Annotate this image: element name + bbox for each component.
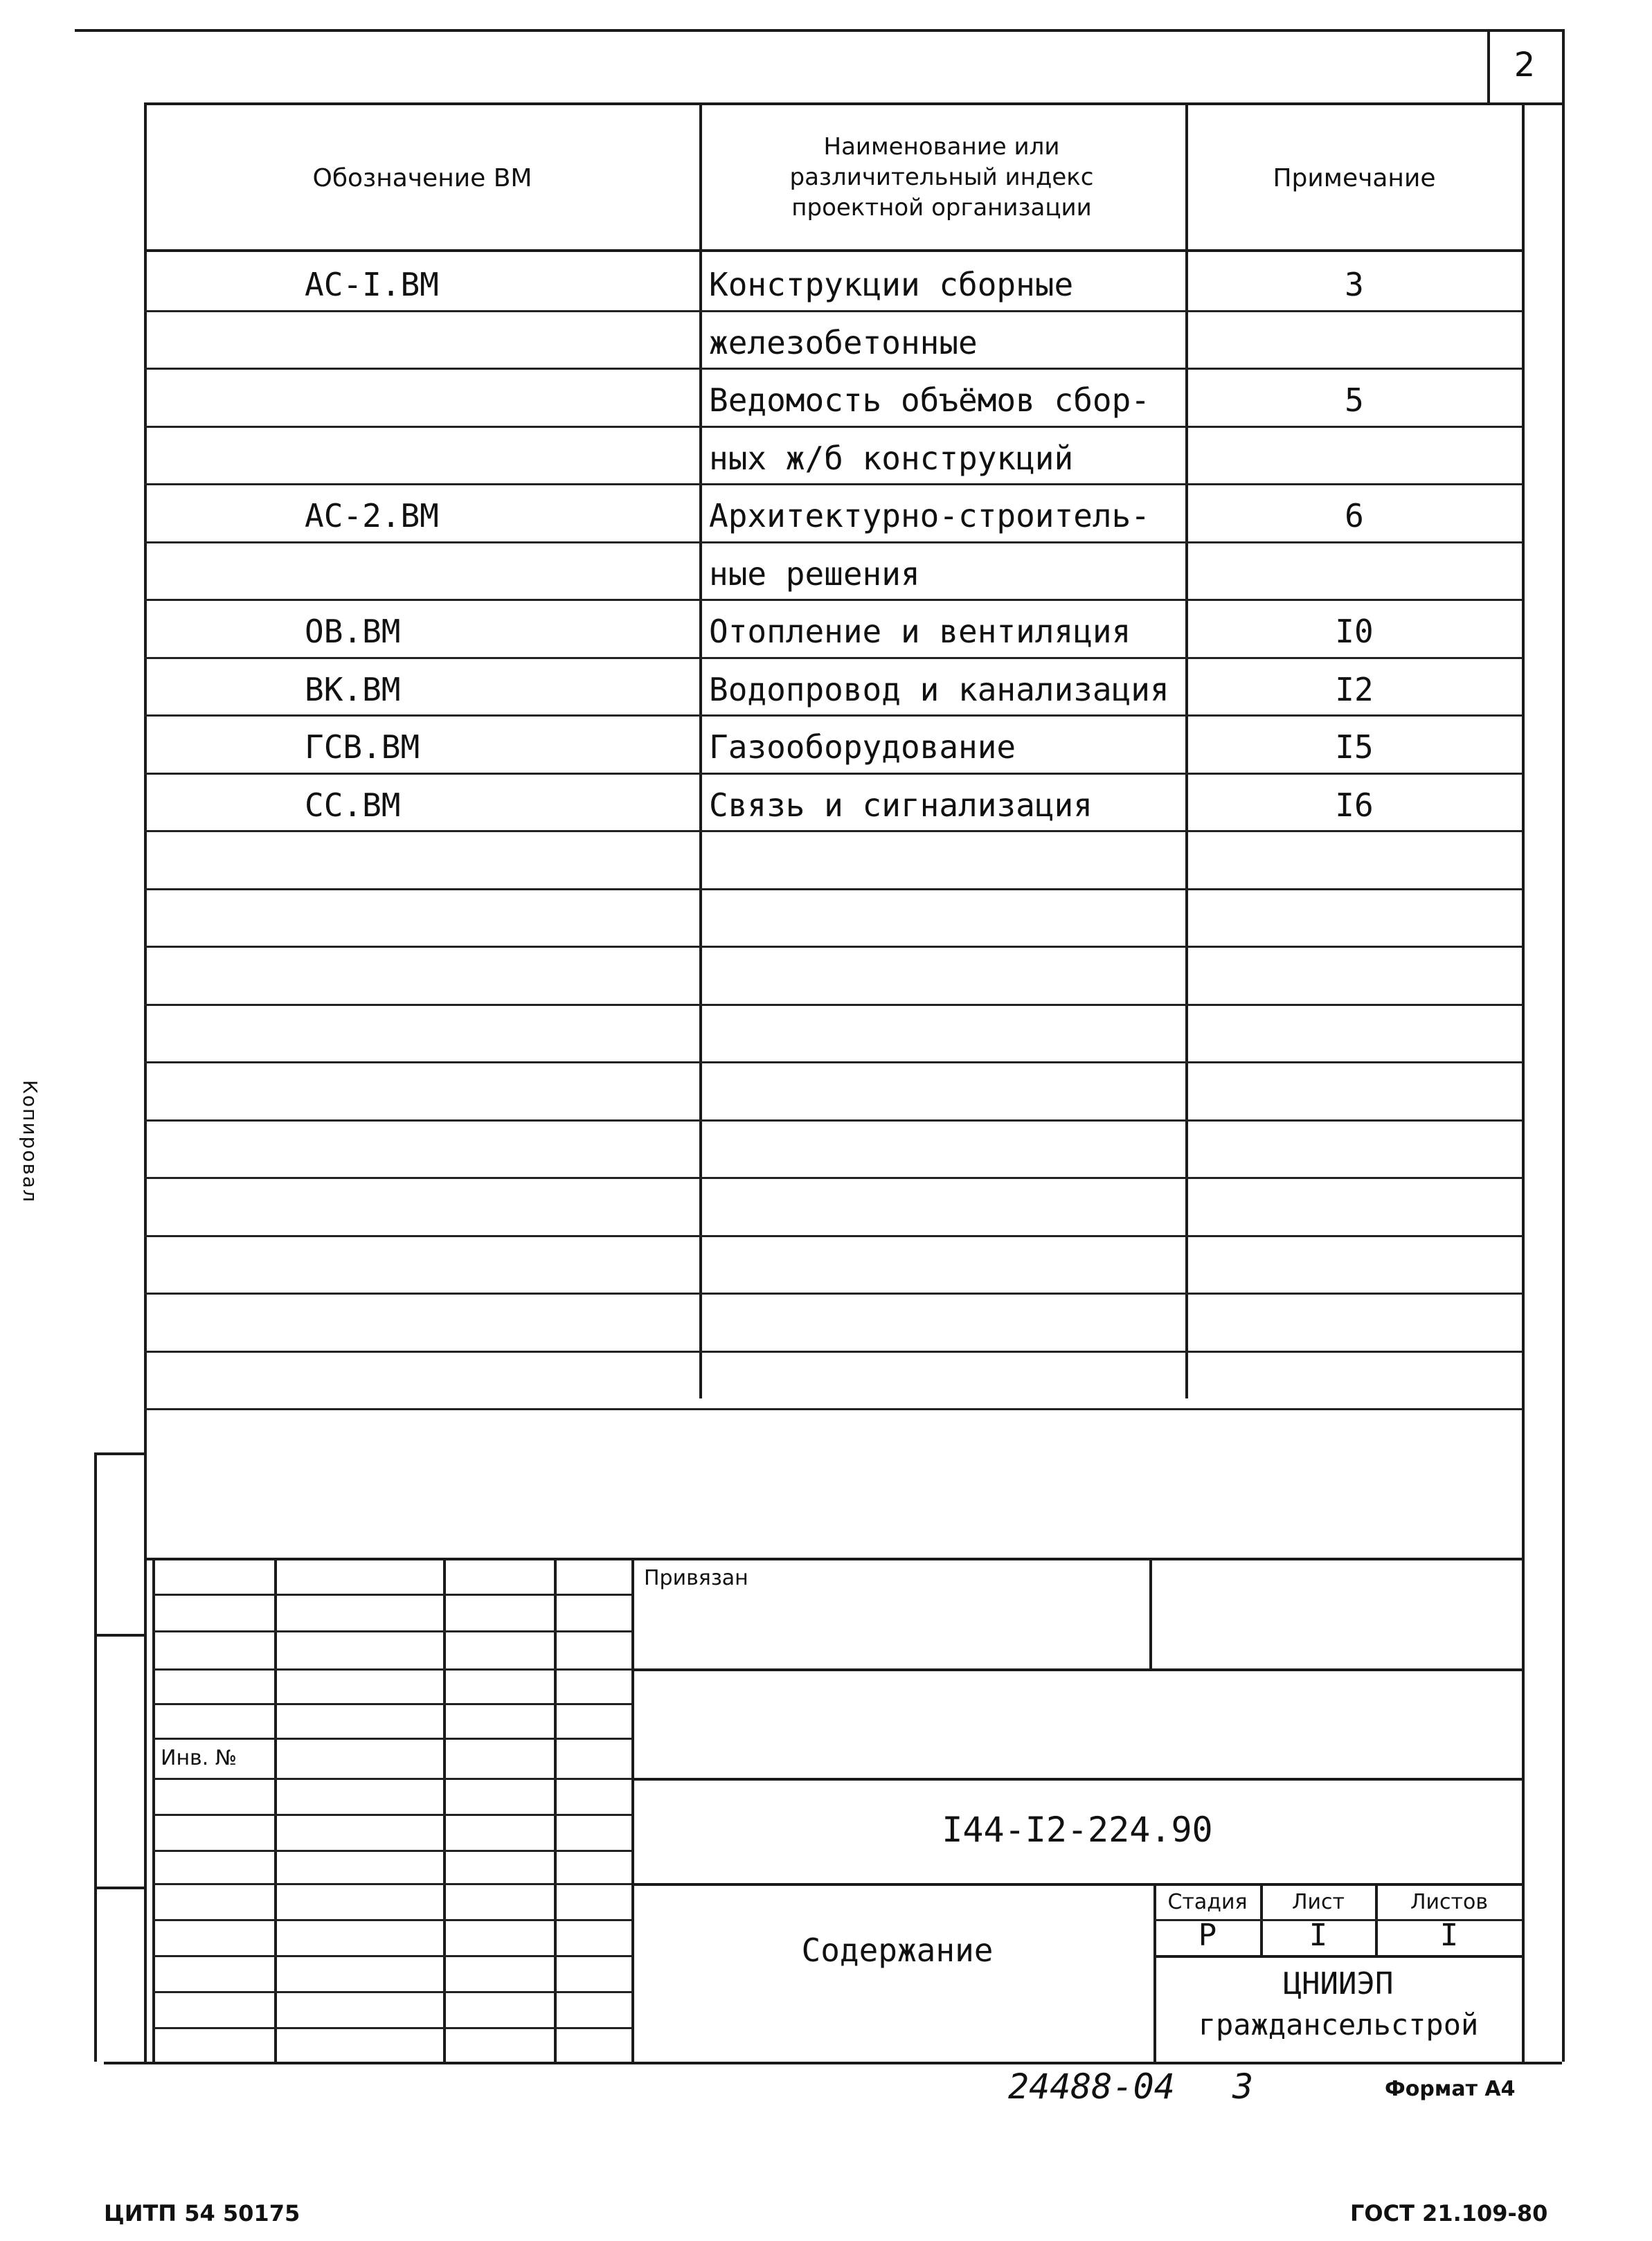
org-line-2: граждансельстрой [1198, 2008, 1479, 2042]
table-row-line [144, 773, 1522, 775]
margin-box-mid [94, 1634, 144, 1637]
sheet-label: Лист [1291, 1890, 1345, 1914]
title-block-row-line [152, 1991, 631, 1993]
row-name: железобетонные [709, 324, 978, 361]
table-row-line [144, 1004, 1522, 1006]
row-designation: АС-I.ВМ [305, 266, 439, 303]
frame-left [144, 102, 147, 2062]
row-name: Отопление и вентиляция [709, 613, 1131, 650]
footer-left: ЦИТП 54 50175 [104, 2200, 300, 2226]
row-designation: ВК.ВМ [305, 671, 401, 708]
row-note: I2 [1335, 671, 1374, 708]
margin-box-mid2 [94, 1887, 144, 1889]
inv-no-label: Инв. № [161, 1746, 237, 1770]
title-block-row-line [152, 1594, 631, 1596]
tb-right-line-1 [631, 1668, 1522, 1671]
title-block-row-line [152, 1814, 631, 1816]
col-line-1 [699, 102, 702, 1398]
tb-vline-2 [274, 1558, 277, 2062]
table-row-line [144, 426, 1522, 428]
row-designation: ГСВ.ВМ [305, 728, 420, 766]
table-row-line [144, 1293, 1522, 1295]
tb-vline-3 [443, 1558, 446, 2062]
table-row-line [144, 946, 1522, 948]
format-label: Формат А4 [1385, 2077, 1516, 2101]
page-box-right [1562, 29, 1565, 102]
sheet-value: I [1309, 1918, 1328, 1953]
document-title: Содержание [801, 1932, 994, 1969]
stage-value: Р [1198, 1918, 1217, 1953]
row-name: ные решения [709, 555, 920, 593]
frame-right [1522, 102, 1525, 2062]
privyazan-label: Привязан [644, 1566, 748, 1590]
title-block-row-line [152, 2027, 631, 2029]
table-row-line [144, 483, 1522, 485]
row-designation: АС-2.ВМ [305, 497, 439, 534]
title-block-row-line [152, 1850, 631, 1852]
title-block-row-line [152, 1778, 631, 1780]
title-block-row-line [152, 1883, 631, 1885]
row-designation: ОВ.ВМ [305, 613, 401, 650]
org-line-1: ЦНИИЭП [1283, 1966, 1394, 2001]
tb-vline-1 [152, 1558, 155, 2062]
stage-bottom-rule [1153, 1955, 1522, 1958]
title-block-row-line [152, 1955, 631, 1957]
row-name: Газооборудование [709, 728, 1016, 766]
table-row-line [144, 714, 1522, 717]
table-row-line [144, 1351, 1522, 1353]
table-row-line [144, 1119, 1522, 1122]
title-block-row-line [152, 1630, 631, 1632]
table-row-line [144, 657, 1522, 659]
header-name: Наименование или различительный индекс проектной организации [789, 133, 1094, 222]
table-row-line [144, 599, 1522, 601]
page-number: 2 [1514, 46, 1536, 84]
handwritten-number: 24488-04 [1008, 2067, 1175, 2107]
handwritten-page: 3 [1232, 2067, 1254, 2107]
row-name: Конструкции сборные [709, 266, 1074, 303]
footer-right: ГОСТ 21.109-80 [1350, 2200, 1548, 2226]
table-row-line [144, 1177, 1522, 1179]
frame-bottom [104, 2062, 1562, 2064]
table-row-line [144, 1235, 1522, 1237]
title-block-row-line [152, 1703, 631, 1705]
table-row-line [144, 830, 1522, 832]
row-name: Ведомость объёмов сбор- [709, 381, 1150, 419]
row-note: 5 [1345, 381, 1364, 419]
header-designation: Обозначение ВМ [312, 164, 532, 192]
tb-right-line-3 [631, 1883, 1522, 1886]
sheets-label: Листов [1410, 1890, 1489, 1914]
header-note: Примечание [1273, 164, 1436, 192]
top-rule [75, 29, 1562, 32]
side-label: Копировал [19, 1080, 42, 1203]
margin-box-top [94, 1452, 144, 1455]
row-designation: СС.ВМ [305, 786, 401, 824]
title-block-row-line [152, 1738, 631, 1740]
row-name: Водопровод и канализация [709, 671, 1169, 708]
document-code: I44-I2-224.90 [942, 1810, 1213, 1850]
row-note: I5 [1335, 728, 1374, 766]
row-note: I0 [1335, 613, 1374, 650]
row-note: 3 [1345, 266, 1364, 303]
table-row-line [144, 310, 1522, 312]
row-name: Архитектурно-строитель- [709, 497, 1150, 534]
privyazan-divider [1149, 1558, 1152, 1668]
table-row-line [144, 541, 1522, 543]
title-block-row-line [152, 1919, 631, 1921]
row-name: ных ж/б конструкций [709, 440, 1074, 477]
margin-box-left [94, 1452, 97, 2062]
frame-right-outer [1562, 102, 1565, 2062]
row-name: Связь и сигнализация [709, 786, 1093, 824]
row-note: I6 [1335, 786, 1374, 824]
table-row-line [144, 1408, 1522, 1410]
tb-right-line-2 [631, 1778, 1522, 1781]
row-note: 6 [1345, 497, 1364, 534]
sheets-value: I [1439, 1918, 1459, 1953]
table-row-line [144, 1061, 1522, 1063]
stage-label: Стадия [1167, 1890, 1248, 1914]
table-row-line [144, 368, 1522, 370]
table-row-line [144, 888, 1522, 890]
tb-vline-4 [554, 1558, 557, 2062]
title-block-row-line [152, 1668, 631, 1671]
notes-area-bottom [144, 1558, 1522, 1560]
header-bottom-rule [144, 249, 1522, 252]
frame-top [144, 102, 1562, 105]
